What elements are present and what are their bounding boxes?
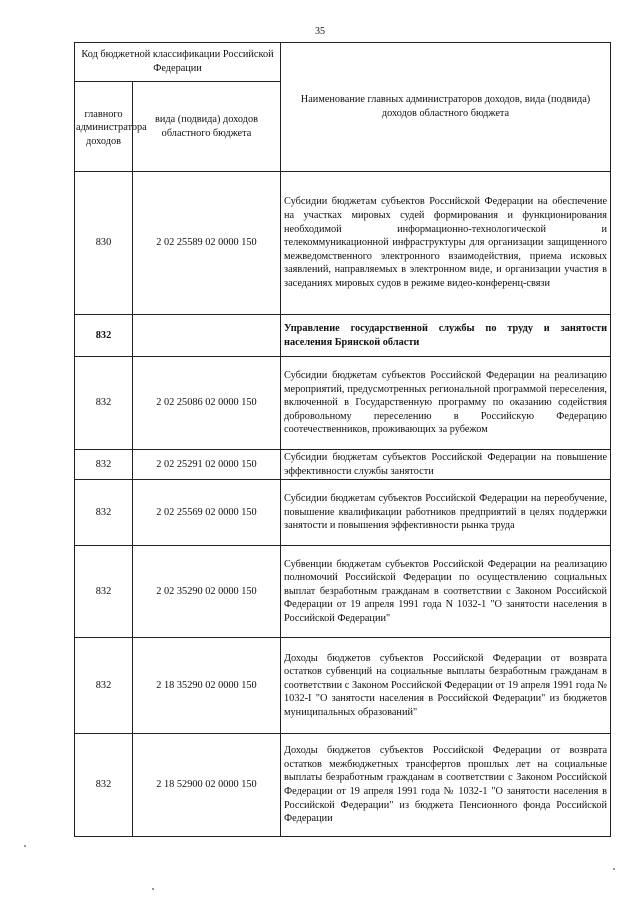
table-row xyxy=(75,546,611,638)
revenue-code-cell: 2 18 35290 02 0000 150 xyxy=(133,638,281,734)
admin-code-cell: 832 xyxy=(75,450,133,480)
administrator-name-cell: Управление государственной службы по труду и занятости населения Брянской области xyxy=(281,315,611,357)
admin-code-cell: 832 xyxy=(75,734,133,837)
revenue-code-cell: 2 02 25589 02 0000 150 xyxy=(133,172,281,315)
header-revenue-column: вида (подвида) доходов областного бюджета xyxy=(133,82,281,172)
revenue-code-cell: 2 02 25086 02 0000 150 xyxy=(133,357,281,450)
scan-speck xyxy=(24,845,26,847)
table-row xyxy=(75,480,611,546)
budget-classification-table xyxy=(74,42,611,837)
admin-code-cell: 830 xyxy=(75,172,133,315)
revenue-code-cell xyxy=(133,315,281,357)
header-row-group xyxy=(75,43,611,82)
scan-speck xyxy=(152,888,154,890)
table-row xyxy=(75,734,611,837)
table-row xyxy=(75,357,611,450)
admin-code-cell: 832 xyxy=(75,546,133,638)
revenue-name-cell: Доходы бюджетов субъектов Российской Федерации от возврата остатков межбюджетных трансфертов прошлых лет на социальные выплаты безработным гражданам в соответствии с Законом Российской Федерации от 19 апреля 1991 года № 1032-1 "О занятости населения в Российской Федерации" из бюджета Пенсионного фонда Российской Федерации xyxy=(281,734,611,837)
admin-code-cell: 832 xyxy=(75,638,133,734)
table-row xyxy=(75,172,611,315)
revenue-name-cell: Субсидии бюджетам субъектов Российской Федерации на повышение эффективности службы занятости xyxy=(281,450,611,480)
revenue-name-cell: Субсидии бюджетам субъектов Российской Федерации на реализацию мероприятий, предусмотренных региональной программой переселения, включенной в Государственную программу по оказанию содействия добровольному переселению в Российскую Федерацию соотечественников, проживающих за рубежом xyxy=(281,357,611,450)
revenue-name-cell: Субсидии бюджетам субъектов Российской Федерации на переобучение, повышение квалификации работников предприятий в целях поддержки занятости и повышения эффективности рынка труда xyxy=(281,480,611,546)
table-row xyxy=(75,638,611,734)
admin-code-cell: 832 xyxy=(75,357,133,450)
revenue-code-cell: 2 02 35290 02 0000 150 xyxy=(133,546,281,638)
header-name-column: Наименование главных администраторов доходов, вида (подвида) доходов областного бюджета xyxy=(281,43,611,172)
scan-speck xyxy=(613,868,615,870)
revenue-code-cell: 2 02 25569 02 0000 150 xyxy=(133,480,281,546)
table-row xyxy=(75,315,611,357)
admin-code-cell: 832 xyxy=(75,480,133,546)
revenue-name-cell: Доходы бюджетов субъектов Российской Федерации от возврата остатков субвенций на социальные выплаты безработным гражданам в соответствии с Законом Российской Федерации от 19 апреля 1991 года № 1032-I "О занятости населения в Российской Федерации" из бюджетов муниципальных образований" xyxy=(281,638,611,734)
revenue-code-cell: 2 18 52900 02 0000 150 xyxy=(133,734,281,837)
header-code-group: Код бюджетной классификации Российской Федерации xyxy=(75,43,281,82)
admin-code-cell: 832 xyxy=(75,315,133,357)
header-admin-column: главного администратора доходов xyxy=(75,82,133,172)
page-number: 35 xyxy=(315,26,325,37)
revenue-code-cell: 2 02 25291 02 0000 150 xyxy=(133,450,281,480)
revenue-name-cell: Субвенции бюджетам субъектов Российской Федерации на реализацию полномочий Российской Федерации по осуществлению социальных выплат безработным гражданам в соответствии с Законом Российской Федерации от 19 апреля 1991 года N 1032-1 "О занятости населения в Российской Федерации" xyxy=(281,546,611,638)
revenue-name-cell: Субсидии бюджетам субъектов Российской Федерации на обеспечение на участках мировых судей формирования и функционирования необходимой информационно-технологической и телекоммуникационной инфраструктуры для организации защищенного межведомственного электронного взаимодействия, приема исковых заявлений, направляемых в электронном виде, и организации участия в заседаниях мировых судов в режиме видео-конференц-связи xyxy=(281,172,611,315)
table-row xyxy=(75,450,611,480)
